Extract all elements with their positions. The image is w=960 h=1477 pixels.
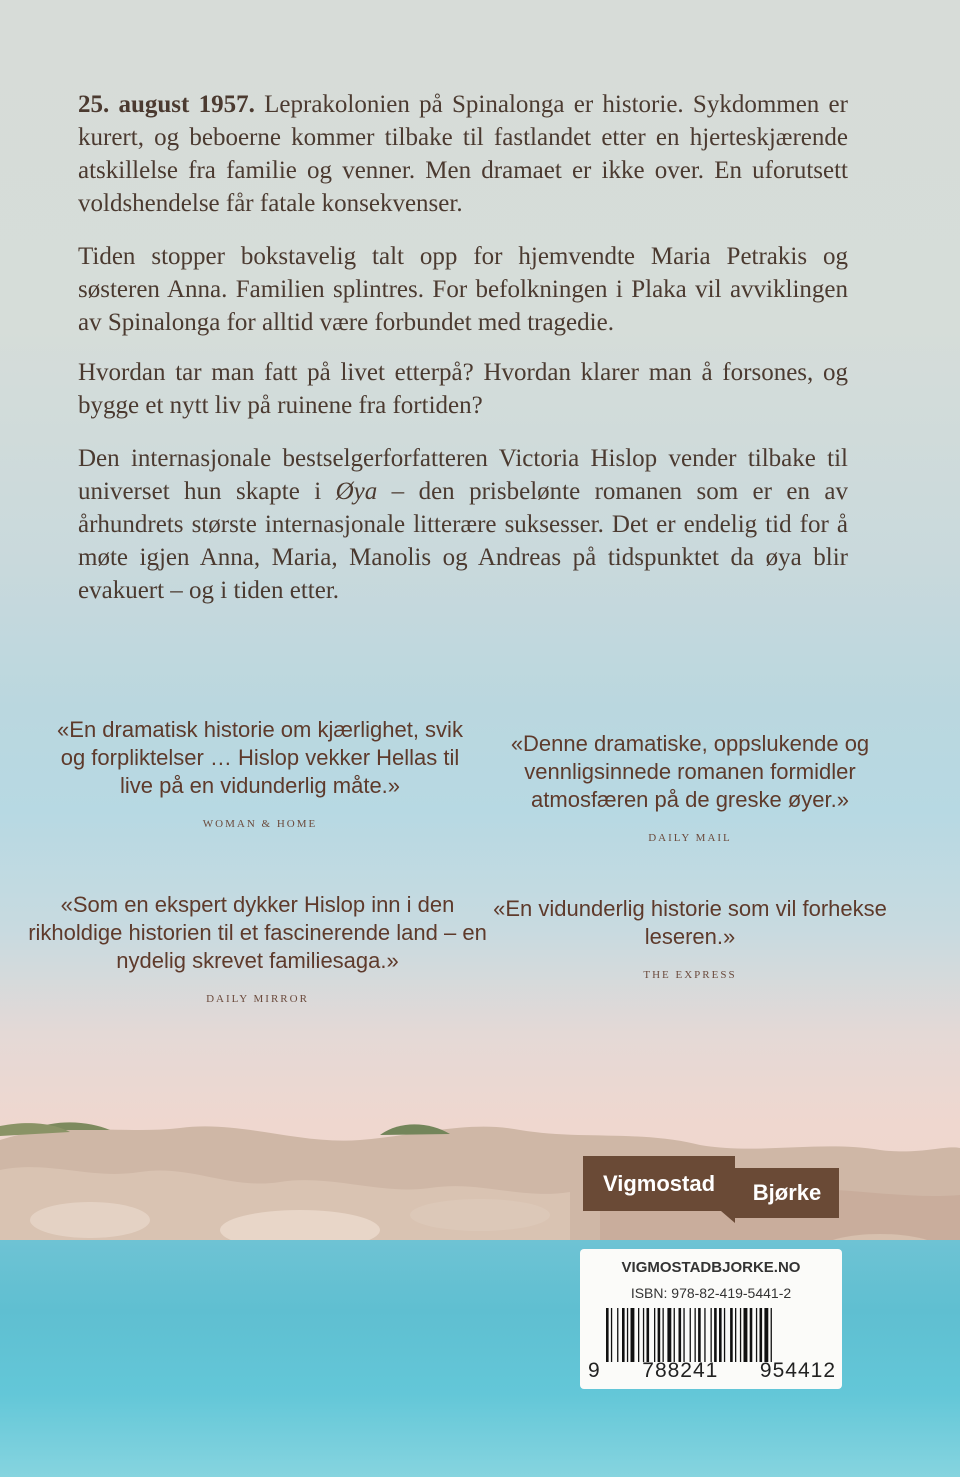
review-quote-text: «En vidunderlig historie som vil forhekse leseren.» <box>493 896 887 949</box>
barcode-digit-group: 788241 <box>642 1359 719 1382</box>
barcode-label <box>580 1249 842 1389</box>
blurb-paragraph-4-text-b: – den prisbelønte romanen som er en av århundrets største internasjonale litterære suksesser. Det er endelig tid for å møte igjen Anna, Maria, Manolis og Andreas på tidspunktet da øya blir evakuert – og i tiden etter. <box>78 478 848 604</box>
blurb-paragraph-4-text-a: Den internasjonale bestselgerforfatteren Victoria Hislop vender tilbake til universet hun skapte i <box>78 445 848 505</box>
blurb-paragraph-2: Tiden stopper bokstavelig talt opp for hjemvendte Maria Petrakis og søsteren Anna. Familien splintres. For befolkningen i Plaka vil avviklingen av Spinalonga for alltid være forbundet med tragedie. <box>78 243 848 336</box>
review-source: DAILY MAIL <box>648 832 732 844</box>
review-quote-3 <box>25 891 490 1013</box>
isbn-number: ISBN: 978-82-419-5441-2 <box>630 1285 792 1301</box>
book-title-reference: Øya <box>335 478 378 505</box>
review-source: THE EXPRESS <box>643 969 737 981</box>
review-source: WOMAN & HOME <box>202 818 318 830</box>
publisher-logo-right: Bjørke <box>735 1168 839 1218</box>
review-quote-2 <box>485 730 895 852</box>
blurb-paragraph-3: Hvordan tar man fatt på livet etterpå? Hvordan klarer man å forsones, og bygge et nytt liv på ruinene fra fortiden? <box>78 359 848 419</box>
publisher-website: VIGMOSTADBJORKE.NO <box>621 1259 801 1276</box>
barcode-digits <box>588 1359 836 1383</box>
review-quote-4 <box>485 895 895 989</box>
barcode-digit-group: 9 <box>588 1359 601 1382</box>
publisher-logo-left: Vigmostad <box>583 1156 735 1211</box>
blurb-paragraph-1 <box>78 88 848 220</box>
barcode-icon <box>606 1308 826 1362</box>
review-source: DAILY MIRROR <box>206 993 309 1005</box>
speech-bubble-tail-icon <box>721 1211 735 1223</box>
blurb-date-lead: 25. august 1957. <box>78 91 255 118</box>
review-quote-text: «Denne dramatiske, oppslukende og vennligsinnede romanen formidler atmosfæren på de greske øyer.» <box>510 731 870 812</box>
review-quote-1 <box>45 716 475 838</box>
review-quote-text: «En dramatisk historie om kjærlighet, svik og forpliktelser … Hislop vekker Hellas til live på en vidunderlig måte.» <box>57 717 463 798</box>
blurb-paragraph-1-text: Leprakolonien på Spinalonga er historie. Sykdommen er kurert, og beboerne kommer tilbake til fastlandet etter en hjerteskjærende atskillelse fra familie og venner. Men dramaet er ikke over. En uforutsett voldshendelse får fatale konsekvenser. <box>78 91 848 217</box>
review-quote-text: «Som en ekspert dykker Hislop inn i den rikholdige historien til et fascinerende land – en nydelig skrevet familiesaga.» <box>28 892 487 973</box>
barcode-digit-group: 954412 <box>759 1359 836 1382</box>
blurb-paragraph-4 <box>78 442 848 607</box>
publisher-logo <box>583 1156 843 1226</box>
